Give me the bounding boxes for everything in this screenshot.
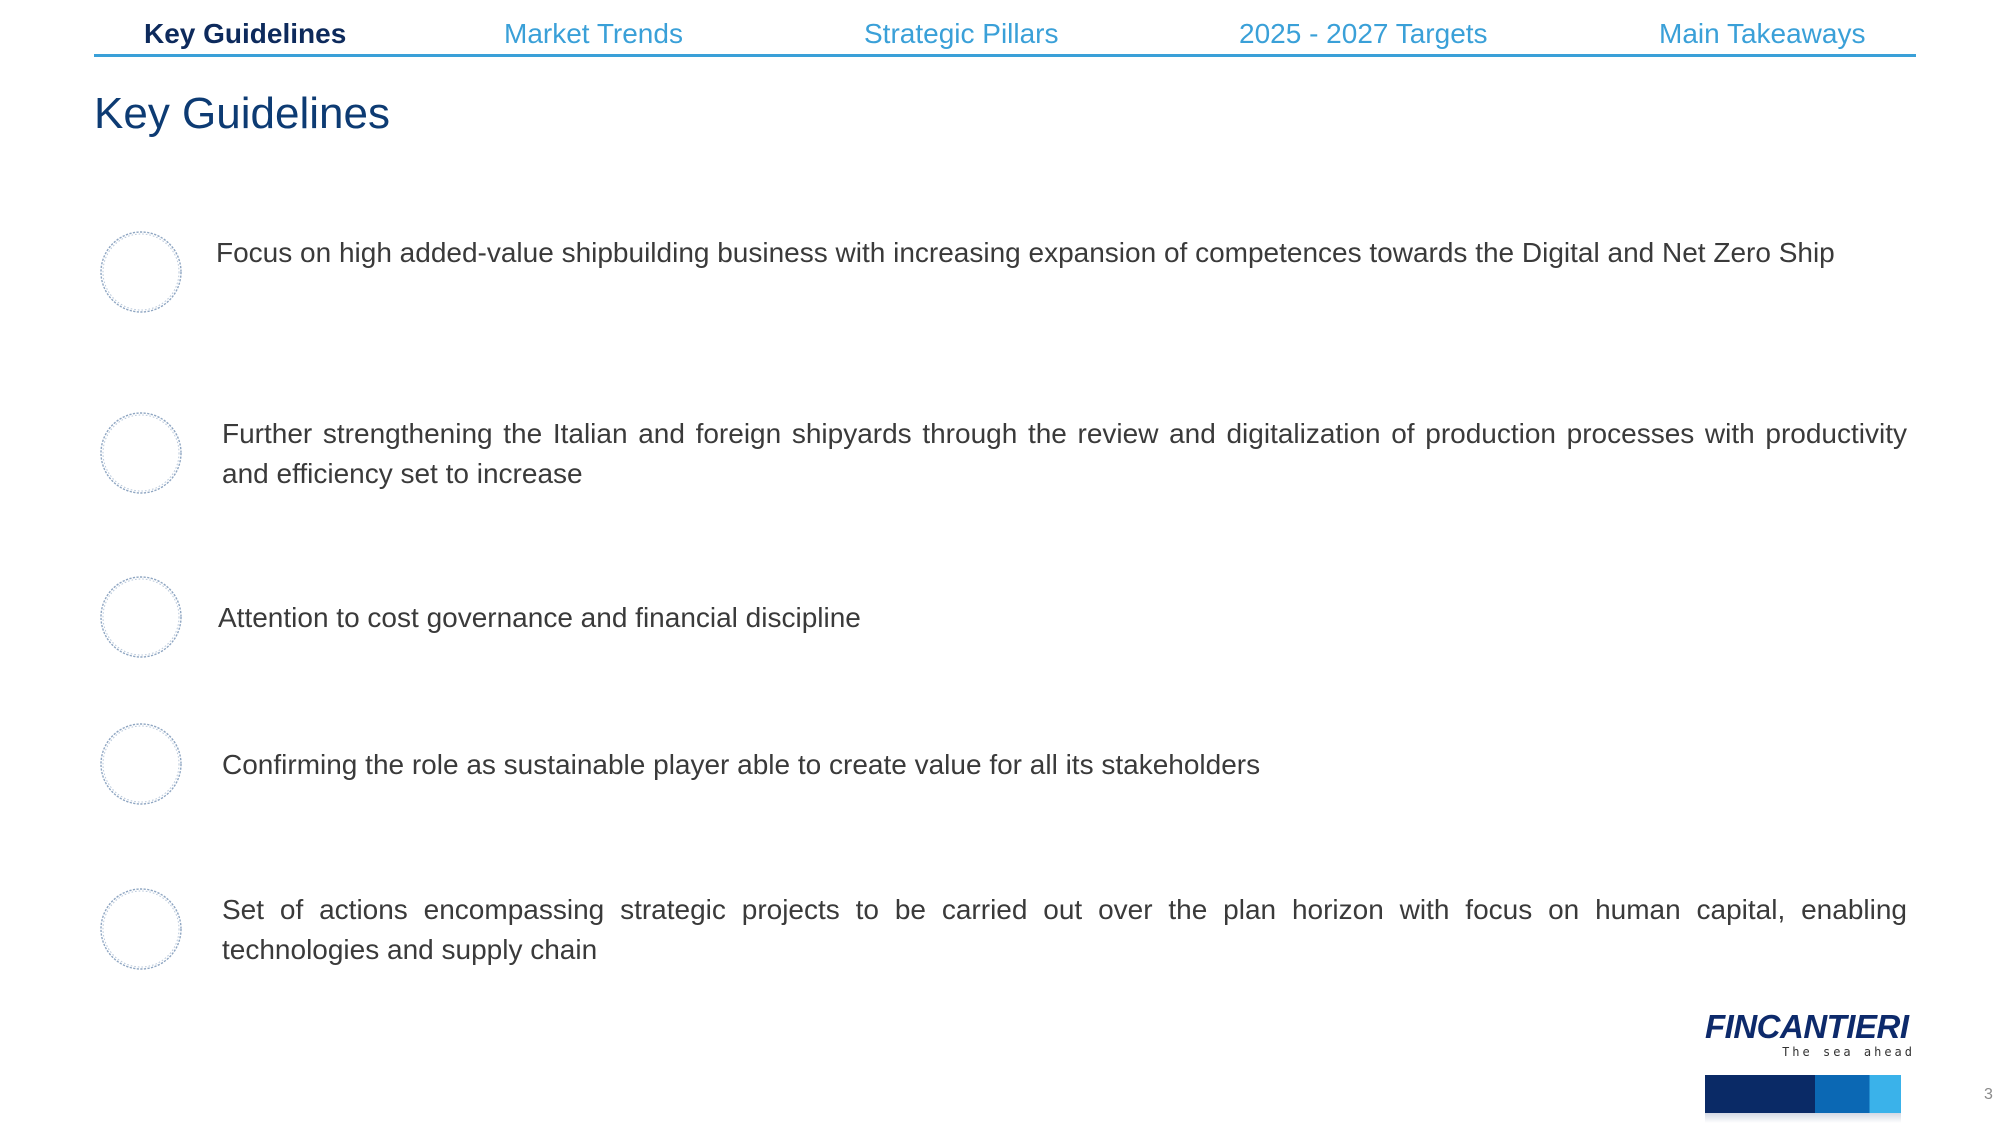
- guideline-text: Focus on high added-value shipbuilding business with increasing expansion of competences towards the Digital and Net Zero Ship: [216, 237, 1835, 268]
- tab-market-trends[interactable]: Market Trends: [504, 18, 683, 49]
- guideline-text: Confirming the role as sustainable player able to create value for all its stakeholders: [222, 749, 1261, 780]
- logo-wordmark: FINCANTIERI: [1705, 1008, 1909, 1045]
- dashed-ring-icon: [98, 410, 184, 496]
- tab-targets[interactable]: 2025 - 2027 Targets: [1239, 18, 1488, 49]
- guideline-text: Set of actions encompassing strategic projects to be carried out over the plan horizon with focus on human capital, enabling technologies and supply chain: [222, 894, 1907, 965]
- tab-key-guidelines[interactable]: Key Guidelines: [144, 18, 347, 49]
- tab-main-takeaways[interactable]: Main Takeaways: [1659, 18, 1866, 49]
- logo-color-bar: [1705, 1075, 1901, 1113]
- dashed-ring-icon: [98, 886, 184, 972]
- page-title: Key Guidelines: [94, 89, 390, 138]
- dashed-ring-icon: [98, 229, 184, 315]
- top-navigation: [94, 14, 1916, 57]
- tab-strategic-pillars[interactable]: Strategic Pillars: [864, 18, 1059, 49]
- fincantieri-logo: [1705, 1010, 1915, 1060]
- logo-tagline: The sea ahead: [1782, 1045, 1915, 1059]
- dashed-ring-icon: [98, 721, 184, 807]
- page-number: 3: [1984, 1086, 1993, 1103]
- guideline-text: Attention to cost governance and financial discipline: [218, 602, 861, 633]
- guideline-text: Further strengthening the Italian and foreign shipyards through the review and digitalization of production processes with productivity and efficiency set to increase: [222, 418, 1907, 489]
- logo-bar-reflection: [1705, 1113, 1901, 1123]
- dashed-ring-icon: [98, 574, 184, 660]
